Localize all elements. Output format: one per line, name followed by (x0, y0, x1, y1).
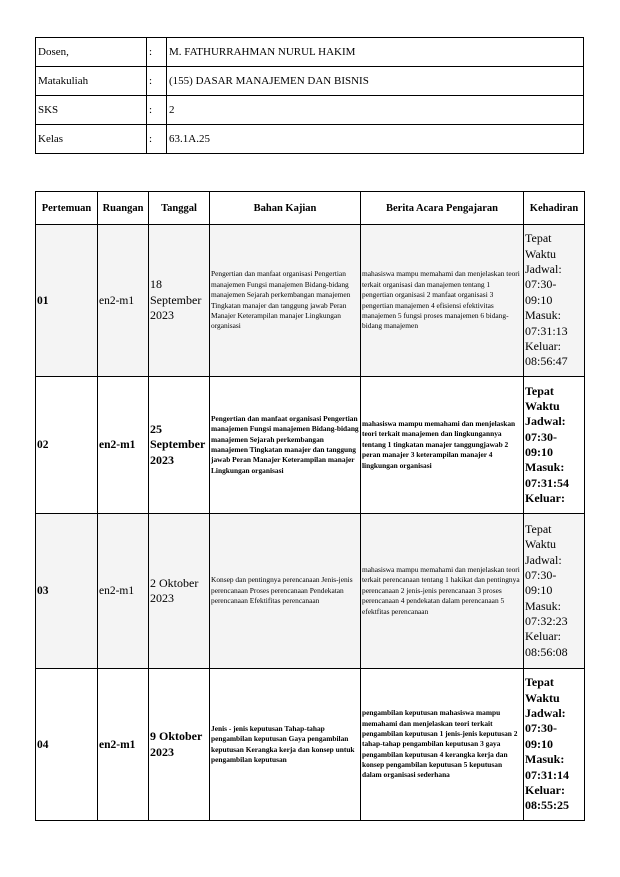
separator: : (147, 67, 167, 96)
tanggal-cell: 2 Oktober 2023 (149, 514, 210, 669)
dosen-row (36, 38, 584, 67)
matakuliah-row (36, 67, 584, 96)
kehadiran-cell: Tepat Waktu Jadwal: 07:30-09:10 Masuk: 07:31:14 Keluar: 08:55:25 (524, 669, 585, 821)
berita-acara-cell: pengambilan keputusan mahasiswa mampu memahami dan menjelaskan teori terkait pengambilan keputusan 1 jenis-jenis keputusan 2 tahap-tahap pengambilan keputusan 3 gaya pengambilan keputusan 4 kerangka kerja dan konsep pengambilan keputusan 5 keputusan dalam organisasi sederhana (361, 669, 524, 821)
header-kehadiran: Kehadiran (524, 192, 585, 225)
course-info-table (35, 37, 584, 154)
separator: : (147, 125, 167, 154)
berita-acara-cell: mahasiswa mampu memahami dan menjelaskan teori terkait manajemen dan lingkungannya tentang 1 tingkatan manajer tanggungjawab 2 peran manajer 3 keterampilan manajer 4 lingkungan organisasi (361, 377, 524, 514)
berita-acara-cell: mahasiswa mampu memahami dan menjelaskan teori terkait organisasi dan manajemen tentang 1 pengertian organisasi 2 manfaat organisasi 3 pengertian manajemen 4 efisiensi efektivitas manajemen 5 fungsi proses manajemen 6 bidang-bidang manajemen (361, 225, 524, 377)
kehadiran-cell: Tepat Waktu Jadwal: 07:30-09:10 Masuk: 07:32:23 Keluar: 08:56:08 (524, 514, 585, 669)
sks-value: 2 (167, 96, 584, 125)
header-bahan-kajian: Bahan Kajian (210, 192, 361, 225)
tanggal-cell: 9 Oktober 2023 (149, 669, 210, 821)
berita-acara-cell: mahasiswa mampu memahami dan menjelaskan teori terkait perencanaan tentang 1 hakikat dan pentingnya perencanaan 2 jenis-jenis perencanaan 3 proses perencanaan 4 pendekatan dalam perencanaan 5 efektfitas perencanaan (361, 514, 524, 669)
ruangan-cell: en2-m1 (98, 669, 149, 821)
pertemuan-cell: 03 (36, 514, 98, 669)
header-tanggal: Tanggal (149, 192, 210, 225)
pertemuan-cell: 01 (36, 225, 98, 377)
header-berita-acara: Berita Acara Pengajaran (361, 192, 524, 225)
header-pertemuan: Pertemuan (36, 192, 98, 225)
sks-row (36, 96, 584, 125)
bahan-kajian-cell: Pengertian dan manfaat organisasi Pengertian manajemen Fungsi manajemen Bidang-bidang manajemen Sejarah perkembangan manajemen Tingkatan manajer dan tanggung jawab Peran Manajer Keterampilan manajer Lingkungan organisasi (210, 225, 361, 377)
pertemuan-cell: 04 (36, 669, 98, 821)
table-row (36, 669, 585, 821)
attendance-schedule-table (35, 191, 585, 821)
bahan-kajian-cell: Pengertian dan manfaat organisasi Pengertian manajemen Fungsi manajemen Bidang-bidang manajemen Sejarah perkembangan manajemen Tingkatan manajer dan tanggung jawab Peran Manajer Keterampilan manajer Lingkungan organisasi (210, 377, 361, 514)
kehadiran-cell: Tepat Waktu Jadwal: 07:30-09:10 Masuk: 07:31:54 Keluar: (524, 377, 585, 514)
table-header-row (36, 192, 585, 225)
ruangan-cell: en2-m1 (98, 514, 149, 669)
ruangan-cell: en2-m1 (98, 377, 149, 514)
separator: : (147, 96, 167, 125)
kelas-label: Kelas (36, 125, 147, 154)
matakuliah-label: Matakuliah (36, 67, 147, 96)
kelas-value: 63.1A.25 (167, 125, 584, 154)
table-row (36, 225, 585, 377)
table-row (36, 377, 585, 514)
kehadiran-cell: Tepat Waktu Jadwal: 07:30-09:10 Masuk: 07:31:13 Keluar: 08:56:47 (524, 225, 585, 377)
dosen-label: Dosen, (36, 38, 147, 67)
header-ruangan: Ruangan (98, 192, 149, 225)
bahan-kajian-cell: Konsep dan pentingnya perencanaan Jenis-jenis perencanaan Proses perencanaan Pendekatan perencanaan Efektifitas perencanaan (210, 514, 361, 669)
tanggal-cell: 18 September 2023 (149, 225, 210, 377)
pertemuan-cell: 02 (36, 377, 98, 514)
kelas-row (36, 125, 584, 154)
ruangan-cell: en2-m1 (98, 225, 149, 377)
tanggal-cell: 25 September 2023 (149, 377, 210, 514)
dosen-value: M. FATHURRAHMAN NURUL HAKIM (167, 38, 584, 67)
table-row (36, 514, 585, 669)
bahan-kajian-cell: Jenis - jenis keputusan Tahap-tahap pengambilan keputusan Gaya pengambilan keputusan Kerangka kerja dan konsep untuk pengambilan keputusan (210, 669, 361, 821)
sks-label: SKS (36, 96, 147, 125)
separator: : (147, 38, 167, 67)
matakuliah-value: (155) DASAR MANAJEMEN DAN BISNIS (167, 67, 584, 96)
